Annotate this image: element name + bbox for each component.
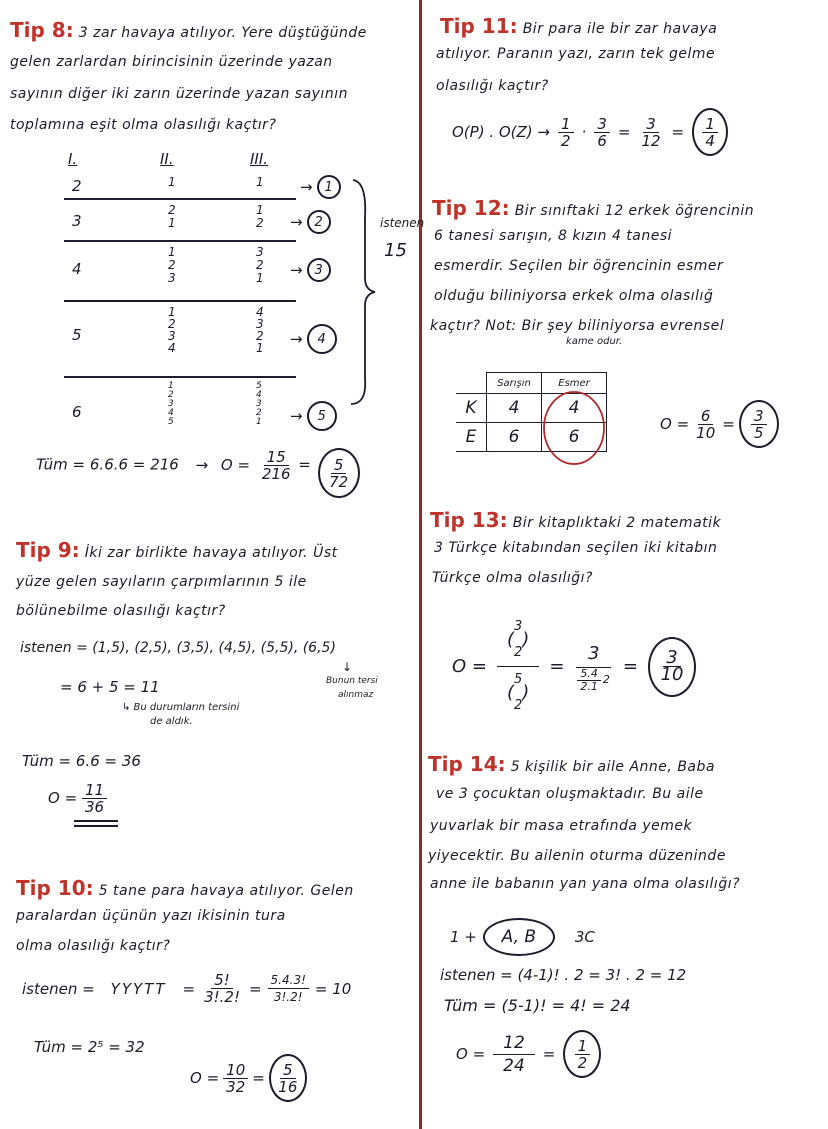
tip-14-title: Tip 14: xyxy=(428,752,506,776)
esmer-highlight-oval xyxy=(540,390,610,468)
group-separator xyxy=(64,376,296,378)
die-value: 2 xyxy=(168,317,176,331)
count-indicator xyxy=(290,324,337,354)
prob-num: 12 xyxy=(493,1032,535,1055)
table-corner xyxy=(456,373,487,394)
die-value: 1 xyxy=(168,381,174,391)
tip-14-grouping xyxy=(450,918,595,956)
tip-14-line: yiyecektir. Bu ailenin oturma düzeninde xyxy=(428,848,726,864)
f2-num: 3 xyxy=(594,116,610,133)
tip-11-line: Bir para ile bir zar havaya xyxy=(522,21,718,37)
third-die-values xyxy=(256,306,264,354)
first-die-value: 2 xyxy=(72,177,82,195)
eq-result: = 10 xyxy=(314,979,352,998)
f3-num: 3 xyxy=(643,116,659,133)
tip-14-line: ve 3 çocuktan oluşmaktadır. Bu aile xyxy=(436,786,704,802)
prob-label: O = xyxy=(452,656,487,677)
die-value: 1 xyxy=(168,305,176,319)
tip-10-heading xyxy=(16,876,354,900)
tip-9-line: İki zar birlikte havaya atılıyor. Üst xyxy=(84,545,338,561)
answer-num: 3 xyxy=(751,408,767,425)
f1-num: 1 xyxy=(558,116,574,133)
tip-11-expr: O(P) . O(Z) → xyxy=(452,123,550,141)
die-value: 1 xyxy=(256,417,262,427)
tip-13-heading xyxy=(430,508,721,532)
answer-num: 5 xyxy=(280,1062,296,1079)
prob-num: 11 xyxy=(82,782,107,799)
tip-12-line: 6 tanesi sarışın, 8 kızın 4 tanesi xyxy=(434,228,673,244)
answer-den: 2 xyxy=(577,1053,588,1072)
tip-13-calc: O = ( 3 2 ) ( 5 2 ) = 3 $\frac{5.4}{2.1}$ 2 = $\frac{3}{10}$ xyxy=(452,614,696,719)
desired-seq: YYYTT xyxy=(110,979,167,998)
table-cell: 4 xyxy=(487,394,542,423)
answer-circle xyxy=(739,400,779,448)
group-prefix: 1 + xyxy=(450,928,477,946)
answer-circle xyxy=(269,1054,307,1102)
group-separator xyxy=(64,240,296,242)
tip-8-line: toplamına eşit olma olasılığı kaçtır? xyxy=(10,117,277,133)
die-value: 5 xyxy=(256,381,262,391)
group-suffix: 3C xyxy=(574,928,595,946)
second-die-values xyxy=(168,176,176,189)
answer-circle xyxy=(692,108,728,156)
comb-bot-k: 2 xyxy=(514,698,523,713)
tip-8-title: Tip 8: xyxy=(10,18,74,42)
prob-label: O = xyxy=(456,1045,486,1063)
column-header-2: II. xyxy=(160,150,174,168)
tip-11-heading xyxy=(440,14,717,38)
tip-14-prob: O = $\frac{12}{24}$ = $\frac{1}{2}$ xyxy=(456,1030,601,1078)
third-die-values xyxy=(256,246,264,285)
answer-den: 16 xyxy=(278,1077,298,1096)
comb-bot-n: 5 xyxy=(514,672,523,687)
tip-9-title: Tip 9: xyxy=(16,538,80,562)
double-underline xyxy=(74,825,118,827)
tip-12-line: kaçtır? Not: Bir şey biliniyorsa evrensel xyxy=(430,318,725,334)
table-header: Sarışın xyxy=(487,373,542,394)
second-die-values xyxy=(168,382,174,427)
die-value: 2 xyxy=(168,258,176,272)
tip-10-prob: O = $\frac{10}{32}$ = $\frac{5}{16}$ xyxy=(190,1054,307,1102)
answer-den: 10 xyxy=(660,664,684,685)
group-circle xyxy=(483,918,555,956)
prob-label: O = xyxy=(220,455,251,474)
die-value: 2 xyxy=(256,216,264,230)
answer-num: 3 xyxy=(663,650,680,667)
mid-den-den: 2.1 xyxy=(580,679,598,693)
tip-10-line: paralardan üçünün yazı ikisinin tura xyxy=(16,908,286,924)
eq2-fraction xyxy=(268,972,309,1005)
answer-den: 5 xyxy=(754,423,764,442)
die-value: 1 xyxy=(256,271,264,285)
prob-label: O = xyxy=(48,789,78,807)
arrow-icon: → xyxy=(290,407,303,425)
tip-14-line: 5 kişilik bir aile Anne, Baba xyxy=(510,759,715,775)
die-value: 1 xyxy=(256,203,264,217)
tip-9-total: Tüm = 6.6 = 36 xyxy=(22,752,141,770)
count-circle: 5 xyxy=(307,401,337,431)
die-value: 3 xyxy=(168,329,176,343)
prob-den: 36 xyxy=(84,798,105,816)
die-value: 1 xyxy=(168,175,176,189)
tip-9-note-right: Bunun tersi xyxy=(326,676,378,686)
answer-circle xyxy=(563,1030,601,1078)
tip-8-line: 3 zar havaya atılıyor. Yere düştüğünde xyxy=(78,25,367,41)
count-indicator xyxy=(290,210,331,234)
tip-11-line: atılıyor. Paranın yazı, zarın tek gelme xyxy=(436,46,716,62)
arrow-icon: → xyxy=(290,261,303,279)
answer-circle xyxy=(318,448,360,498)
tip-10-desired: istenen = YYYTT = $\frac{5!}{3!.2!}$ = $\frac{5.4.3!}{3!.2!}$ = 10 xyxy=(22,971,352,1006)
die-value: 3 xyxy=(168,399,174,409)
tip-13-line: Bir kitaplıktaki 2 matematik xyxy=(512,515,722,531)
prob-fraction xyxy=(223,1062,248,1095)
arrow-icon: → xyxy=(290,213,303,231)
brace-label: istenen xyxy=(380,216,425,230)
tip-9-heading xyxy=(16,538,338,562)
answer-num: 1 xyxy=(702,116,718,133)
f2-den: 6 xyxy=(597,131,607,150)
prob-den: 32 xyxy=(226,1077,246,1096)
table-row-label: K xyxy=(456,394,487,423)
tip-9-sum: = 6 + 5 = 11 xyxy=(60,678,160,696)
die-value: 1 xyxy=(168,245,176,259)
middle-fraction xyxy=(574,641,613,693)
table-cell: 4 xyxy=(542,394,607,423)
column-header-1: I. xyxy=(68,150,78,168)
die-value: 2 xyxy=(168,390,174,400)
tip-12-prob: O = $\frac{6}{10}$ = $\frac{3}{5}$ xyxy=(660,400,779,448)
arrow-icon: → xyxy=(300,178,313,196)
tip-10-total: Tüm = 2⁵ = 32 xyxy=(34,1038,145,1056)
mid-den-right: 2 xyxy=(602,673,610,686)
die-value: 2 xyxy=(256,408,262,418)
prob-fraction xyxy=(259,449,294,482)
prob-den: 216 xyxy=(261,464,291,483)
tip-10-line: olma olasılığı kaçtır? xyxy=(16,938,171,954)
table-header: Esmer xyxy=(542,373,607,394)
brace-icon xyxy=(345,178,385,408)
table-cell: 6 xyxy=(487,423,542,452)
count-circle: 2 xyxy=(307,210,331,234)
die-value: 5 xyxy=(168,417,174,427)
tip-9-line: yüze gelen sayıların çarpımlarının 5 ile xyxy=(16,574,307,590)
tip-12-line: esmerdir. Seçilen bir öğrencinin esmer xyxy=(434,258,724,274)
die-value: 4 xyxy=(256,390,262,400)
tip-12-line: olduğu biliniyorsa erkek olma olasılığ xyxy=(434,288,714,304)
tip-12-note-tail: kame odur. xyxy=(566,336,623,347)
tip-10-line: 5 tane para havaya atılıyor. Gelen xyxy=(98,883,354,899)
mid-num: 3 xyxy=(576,641,611,668)
prob-num: 6 xyxy=(698,408,714,425)
tip-9-note-left: ↳ Bu durumların tersini xyxy=(122,702,240,713)
tip-12-title: Tip 12: xyxy=(432,196,510,220)
tip-11-calc: O(P) . O(Z) → $\frac{1}{2}$ · $\frac{3}{6}$ = $\frac{3}{12}$ = $\frac{1}{4}$ xyxy=(452,108,728,156)
count-indicator xyxy=(300,175,341,199)
desired-label: istenen = xyxy=(22,979,95,998)
prob-fraction xyxy=(82,782,107,815)
tip-9-desired: istenen = (1,5), (2,5), (3,5), (4,5), (5,5), (6,5) xyxy=(20,640,336,656)
tip-13-line: Türkçe olma olasılığı? xyxy=(432,570,593,586)
group-separator xyxy=(64,198,296,200)
tip-8-line: sayının diğer iki zarın üzerinde yazan sayının xyxy=(10,86,348,102)
tip-9-note-right: alınmaz xyxy=(338,690,374,700)
tip-14-heading xyxy=(428,752,715,776)
die-value: 1 xyxy=(168,216,176,230)
answer-den: 72 xyxy=(329,472,349,491)
third-die-values xyxy=(256,204,264,230)
count-circle: 3 xyxy=(307,258,331,282)
die-value: 3 xyxy=(256,317,264,331)
tip-14-line: yuvarlak bir masa etrafında yemek xyxy=(430,818,693,834)
die-value: 3 xyxy=(256,399,262,409)
die-value: 1 xyxy=(256,175,264,189)
tip-11-line: olasılığı kaçtır? xyxy=(436,78,549,94)
group-inside: A, B xyxy=(501,927,537,947)
count-circle: 1 xyxy=(317,175,341,199)
die-value: 2 xyxy=(168,203,176,217)
die-value: 3 xyxy=(168,271,176,285)
prob-num: 10 xyxy=(223,1062,248,1079)
comb-top-n: 3 xyxy=(514,619,523,634)
group-separator xyxy=(64,300,296,302)
first-die-value: 4 xyxy=(72,260,82,278)
answer-num: 5 xyxy=(331,457,347,474)
answer-num: 1 xyxy=(575,1038,591,1055)
eq2-den: 3!.2! xyxy=(273,990,303,1004)
eq1-fraction xyxy=(201,972,243,1005)
brace-value: 15 xyxy=(384,240,407,261)
tip-12-heading xyxy=(432,196,754,220)
tip-8-line: gelen zarlardan birincisinin üzerinde yazan xyxy=(10,54,333,70)
count-indicator xyxy=(290,401,337,431)
prob-label: O = xyxy=(660,415,690,433)
tip-8-heading xyxy=(10,18,367,42)
die-value: 4 xyxy=(168,341,176,355)
first-die-value: 6 xyxy=(72,403,82,421)
die-value: 4 xyxy=(256,305,264,319)
tip-9-line: bölünebilme olasılığı kaçtır? xyxy=(16,603,226,619)
prob-num: 15 xyxy=(264,449,289,466)
answer-circle xyxy=(648,637,696,697)
tip-9-note-left: de aldık. xyxy=(150,716,193,727)
comb-top-k: 2 xyxy=(514,645,523,660)
combination-fraction: ( 3 2 ) ( 5 2 ) xyxy=(497,614,539,719)
count-indicator xyxy=(290,258,331,282)
die-value: 2 xyxy=(256,258,264,272)
tip-14-desired: istenen = (4-1)! . 2 = 3! . 2 = 12 xyxy=(440,966,687,984)
third-die-values xyxy=(256,382,262,427)
count-circle: 4 xyxy=(307,324,337,354)
tip-14-line: anne ile babanın yan yana olma olasılığı? xyxy=(430,876,741,892)
die-value: 1 xyxy=(256,341,264,355)
tip-13-title: Tip 13: xyxy=(430,508,508,532)
total-expr: Tüm = 6.6.6 = 216 xyxy=(36,455,179,474)
arrow-icon: → xyxy=(195,455,209,474)
eq1-num: 5! xyxy=(211,972,233,989)
die-value: 4 xyxy=(168,408,174,418)
die-value: 3 xyxy=(256,245,264,259)
eq1-den: 3!.2! xyxy=(204,988,240,1006)
second-die-values xyxy=(168,306,176,354)
eq2-num: 5.4.3! xyxy=(268,972,309,989)
prob-den: 24 xyxy=(503,1055,525,1076)
mid-den-num: 5.4 xyxy=(577,668,601,681)
tip-10-title: Tip 10: xyxy=(16,876,94,900)
second-die-values xyxy=(168,246,176,285)
arrow-icon: → xyxy=(290,330,303,348)
double-underline xyxy=(74,820,118,822)
f1-den: 2 xyxy=(560,131,571,150)
table-row-label: E xyxy=(456,423,487,452)
tip-8-total: Tüm = 6.6.6 = 216 → O = $\frac{15}{216}$ = $\frac{5}{72}$ xyxy=(36,448,360,498)
column-header-3: III. xyxy=(250,150,269,168)
die-value: 2 xyxy=(256,329,264,343)
third-die-values xyxy=(256,176,264,189)
prob-label: O = xyxy=(190,1069,220,1087)
tip-12-line: Bir sınıftaki 12 erkek öğrencinin xyxy=(514,203,755,219)
tip-14-total: Tüm = (5-1)! = 4! = 24 xyxy=(444,996,631,1015)
first-die-value: 3 xyxy=(72,212,82,230)
page-divider xyxy=(419,0,422,1129)
tip-9-prob xyxy=(48,782,107,815)
table-cell: 6 xyxy=(542,423,607,452)
tip-11-title: Tip 11: xyxy=(440,14,518,38)
first-die-value: 5 xyxy=(72,326,82,344)
prob-den: 10 xyxy=(696,423,716,442)
second-die-values xyxy=(168,204,176,230)
answer-den: 4 xyxy=(705,131,715,150)
tip-13-line: 3 Türkçe kitabından seçilen iki kitabın xyxy=(434,540,718,556)
f3-den: 12 xyxy=(641,131,661,150)
down-arrow-icon: ↓ xyxy=(342,660,353,674)
